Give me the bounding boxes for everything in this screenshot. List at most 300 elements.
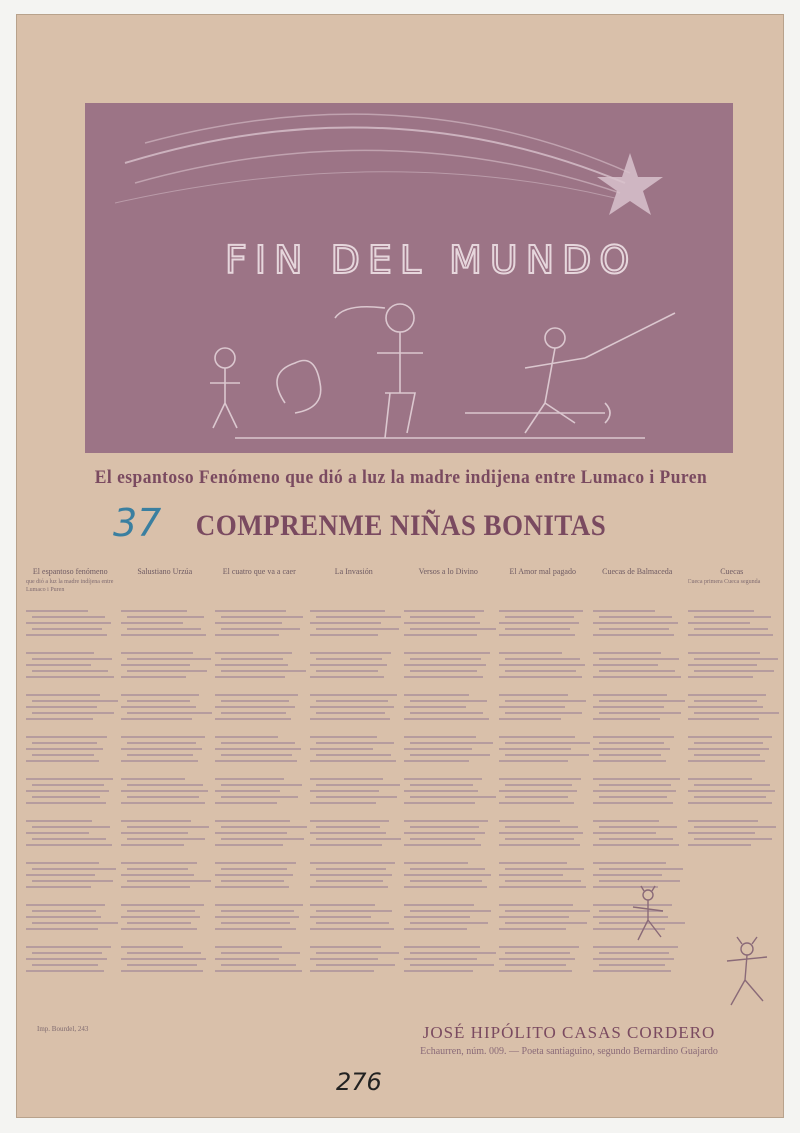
verse-line [221, 742, 295, 744]
verse-line [32, 910, 96, 912]
verse-line [410, 868, 485, 870]
verse-line [593, 694, 667, 696]
verse-line [688, 694, 767, 696]
verse-line [499, 706, 565, 708]
verse-line [310, 844, 383, 846]
verse-line [310, 664, 388, 666]
verse-line [127, 880, 212, 882]
verse-line [221, 628, 300, 630]
verse-line [316, 628, 399, 630]
verse-line [404, 706, 466, 708]
verse-line [26, 916, 101, 918]
verse-line [404, 718, 489, 720]
verse-line [694, 796, 767, 798]
verse-line [694, 754, 760, 756]
verse-line [221, 670, 306, 672]
verse-line [688, 832, 755, 834]
verse-line [499, 862, 567, 864]
verse-line [32, 922, 118, 924]
verse-line [26, 736, 107, 738]
verse-line [310, 676, 384, 678]
verse-line [593, 970, 671, 972]
verse-line [410, 838, 475, 840]
verse-line [26, 904, 105, 906]
verse-line [316, 670, 379, 672]
verse-line [410, 754, 490, 756]
verse-line [316, 922, 389, 924]
verse-line [127, 700, 191, 702]
verse-line [215, 886, 289, 888]
verse-line [404, 736, 476, 738]
verse-line [32, 784, 104, 786]
column-subtitle [310, 578, 399, 604]
verse-line [499, 844, 580, 846]
verse-line [215, 820, 290, 822]
verse-line [410, 658, 481, 660]
verse-line [121, 820, 192, 822]
verse-line [688, 718, 760, 720]
verse-line [215, 970, 302, 972]
verse-line [410, 880, 482, 882]
verse-line [215, 904, 303, 906]
verse-line [26, 652, 94, 654]
verse-line [688, 622, 751, 624]
verse-line [121, 760, 199, 762]
verse-lines [26, 610, 115, 984]
verse-line [499, 634, 576, 636]
verse-line [599, 628, 669, 630]
verse-line [215, 760, 297, 762]
verse-line [688, 664, 757, 666]
verse-line [215, 790, 280, 792]
verse-line [599, 784, 671, 786]
verse-line [694, 826, 776, 828]
verse-line [32, 880, 113, 882]
verse-line [694, 658, 778, 660]
verse-line [127, 910, 195, 912]
verse-line [121, 706, 196, 708]
verse-line [127, 784, 203, 786]
verse-line [499, 652, 563, 654]
verse-line [221, 658, 283, 660]
column-title: Versos a lo Divino [418, 567, 478, 576]
verse-line [688, 706, 763, 708]
verse-line [688, 790, 776, 792]
verse-line [127, 670, 208, 672]
verse-line [499, 916, 570, 918]
verse-line [599, 880, 680, 882]
verse-line [593, 844, 679, 846]
verse-line [310, 916, 372, 918]
verse-line [127, 922, 192, 924]
verse-line [505, 754, 589, 756]
verse-line [310, 862, 396, 864]
verse-line [499, 928, 566, 930]
verse-column [590, 567, 685, 1037]
verse-line [599, 700, 685, 702]
verse-line [127, 952, 201, 954]
verse-line [310, 610, 385, 612]
verse-line [688, 760, 766, 762]
verse-line [127, 712, 213, 714]
verse-line [410, 742, 493, 744]
verse-line [599, 754, 661, 756]
verse-line [215, 916, 299, 918]
verse-line [593, 802, 673, 804]
verse-line [404, 958, 477, 960]
verse-line [121, 664, 190, 666]
verse-line [26, 820, 92, 822]
verse-line [32, 754, 94, 756]
verse-line [593, 820, 659, 822]
verse-line [121, 928, 197, 930]
verse-lines [404, 610, 493, 984]
verse-line [404, 790, 478, 792]
verse-line [694, 628, 768, 630]
verse-line [32, 628, 102, 630]
verse-line [121, 736, 206, 738]
verse-line [32, 826, 110, 828]
catalog-number: 276 [336, 1068, 382, 1096]
verse-line [505, 796, 569, 798]
verse-line [505, 922, 587, 924]
verse-line [221, 754, 292, 756]
verse-line [499, 886, 587, 888]
verse-line [121, 676, 186, 678]
verse-line [694, 784, 770, 786]
verse-line [26, 946, 111, 948]
verse-line [221, 952, 300, 954]
verse-line [316, 952, 399, 954]
column-subtitle: Cueca primera Cueca segunda [687, 579, 761, 585]
verse-line [593, 634, 674, 636]
verse-line [26, 610, 88, 612]
verse-line [26, 832, 89, 834]
verse-line [32, 670, 108, 672]
verse-line [32, 700, 118, 702]
verse-line [316, 838, 402, 840]
verse-line [215, 928, 296, 930]
verse-line [499, 790, 578, 792]
verse-line [121, 958, 207, 960]
verse-lines [215, 610, 304, 984]
verse-line [121, 790, 209, 792]
verse-line [593, 790, 676, 792]
verse-line [499, 610, 583, 612]
verse-line [121, 844, 185, 846]
verse-line [316, 910, 393, 912]
verse-line [593, 862, 666, 864]
column-title: La Invasión [334, 567, 373, 576]
column-subtitle: que dió a luz la madre indíjena entre Lumaco i Puren [26, 579, 114, 593]
verse-line [215, 652, 292, 654]
verse-column [212, 567, 307, 1037]
imprint: Imp. Bourdel, 243 [37, 1025, 89, 1033]
verse-line [505, 880, 581, 882]
verse-line [310, 760, 397, 762]
verse-line [599, 796, 667, 798]
verse-line [404, 778, 482, 780]
verse-line [127, 838, 206, 840]
column-title: Salustiano Urzúa [137, 567, 193, 576]
verse-lines [310, 610, 399, 984]
verse-line [310, 634, 378, 636]
verse-line [688, 652, 761, 654]
verse-line [593, 946, 678, 948]
verse-line [499, 946, 580, 948]
verse-line [215, 664, 288, 666]
verse-line [694, 700, 758, 702]
verse-line [599, 838, 673, 840]
verse-line [499, 676, 582, 678]
verse-line [505, 952, 570, 954]
verse-line [26, 970, 104, 972]
verse-line [26, 634, 107, 636]
verse-line [404, 664, 486, 666]
verse-line [121, 874, 194, 876]
verse-line [499, 622, 580, 624]
verse-line [505, 742, 591, 744]
verse-line [215, 862, 296, 864]
verse-line [410, 616, 475, 618]
verse-line [32, 742, 97, 744]
verse-line [26, 622, 111, 624]
verse-line [316, 868, 387, 870]
verse-line [404, 694, 469, 696]
verse-line [694, 838, 773, 840]
verse-line [499, 736, 575, 738]
verse-line [404, 970, 473, 972]
verse-line [404, 928, 467, 930]
column-title: Cuecas [720, 567, 744, 576]
verse-line [404, 610, 484, 612]
verse-line [32, 616, 105, 618]
verse-line [404, 862, 468, 864]
verse-line [499, 802, 574, 804]
verse-line [499, 694, 569, 696]
verse-line [26, 748, 103, 750]
verse-line [404, 676, 483, 678]
verse-line [316, 742, 395, 744]
verse-line [215, 802, 277, 804]
devil-figure-icon [623, 885, 673, 945]
column-title: El espantoso fenómeno [32, 567, 108, 576]
verse-line [694, 670, 775, 672]
verse-line [593, 610, 655, 612]
verse-line [121, 610, 187, 612]
verse-line [404, 652, 490, 654]
verse-line [404, 916, 470, 918]
verse-line [499, 958, 576, 960]
verse-line [310, 748, 374, 750]
verse-line [121, 694, 200, 696]
verse-line [310, 904, 375, 906]
woodcut-illustration [85, 103, 733, 453]
verse-line [410, 784, 473, 786]
verse-line [410, 712, 483, 714]
verse-line [127, 628, 201, 630]
verse-line [215, 736, 278, 738]
verse-line [410, 628, 496, 630]
verse-line [688, 610, 754, 612]
verse-line [310, 778, 383, 780]
verse-line [310, 718, 391, 720]
verse-line [410, 796, 496, 798]
column-subtitle [215, 578, 304, 604]
verse-line [121, 748, 202, 750]
verse-line [127, 964, 198, 966]
verse-line [127, 868, 189, 870]
verse-line [310, 886, 389, 888]
verse-line [688, 844, 752, 846]
verse-line [694, 616, 772, 618]
verse-line [310, 652, 391, 654]
verse-line [215, 706, 295, 708]
woodcut-drawing [85, 103, 733, 453]
verse-line [26, 874, 95, 876]
verse-line [593, 736, 674, 738]
verse-line [593, 622, 678, 624]
verse-line [505, 910, 591, 912]
verse-line [121, 916, 201, 918]
verse-line [410, 826, 479, 828]
verse-line [404, 832, 485, 834]
verse-line [688, 736, 773, 738]
verse-line [499, 820, 561, 822]
verse-line [505, 784, 572, 786]
verse-line [404, 946, 480, 948]
verse-line [505, 670, 577, 672]
verse-line [26, 760, 99, 762]
verse-line [26, 802, 106, 804]
verse-line [215, 844, 283, 846]
devil-dancer-icon [717, 935, 777, 1010]
verse-column [401, 567, 496, 1037]
verse-line [221, 712, 286, 714]
verse-line [505, 826, 578, 828]
verse-line [221, 796, 298, 798]
verse-line [215, 676, 285, 678]
verse-line [32, 658, 112, 660]
verse-line [688, 802, 772, 804]
verse-line [310, 946, 382, 948]
verse-column [496, 567, 591, 1037]
verse-column [23, 567, 118, 1037]
verse-line [505, 868, 585, 870]
verse-line [599, 616, 672, 618]
verse-line [505, 658, 580, 660]
verse-line [26, 886, 91, 888]
verse-line [688, 748, 769, 750]
verse-line [215, 946, 282, 948]
verse-line [26, 958, 107, 960]
verse-line [505, 628, 570, 630]
verse-line [121, 904, 204, 906]
verse-line [316, 796, 397, 798]
verse-line [316, 826, 381, 828]
verse-line [32, 712, 114, 714]
verse-line [310, 790, 380, 792]
verse-line [499, 748, 572, 750]
verse-line [310, 802, 376, 804]
verse-line [121, 718, 193, 720]
verse-line [499, 904, 573, 906]
subheadline: COMPRENME NIÑAS BONITAS [195, 509, 607, 542]
verse-line [505, 964, 567, 966]
verse-line [127, 742, 197, 744]
verse-line [221, 838, 304, 840]
verse-line [505, 616, 574, 618]
verse-line [404, 802, 475, 804]
verse-line [499, 778, 581, 780]
verse-line [593, 706, 664, 708]
column-subtitle [121, 578, 210, 604]
verse-line [215, 634, 279, 636]
column-subtitle [404, 578, 493, 604]
verse-line [26, 928, 98, 930]
verse-line [310, 820, 390, 822]
verse-line [215, 778, 284, 780]
verse-line [593, 874, 662, 876]
verse-line [127, 754, 193, 756]
verse-line [121, 862, 198, 864]
verse-line [410, 910, 491, 912]
verse-line [593, 760, 666, 762]
verse-line [599, 826, 677, 828]
verse-line [127, 616, 205, 618]
handwritten-number: 37 [113, 501, 162, 545]
verse-column [307, 567, 402, 1037]
verse-line [404, 622, 480, 624]
verse-line [404, 760, 469, 762]
verse-line [215, 832, 287, 834]
verse-line [688, 778, 753, 780]
verse-line [310, 832, 386, 834]
verse-line [221, 922, 290, 924]
verse-line [215, 622, 282, 624]
verse-line [127, 826, 209, 828]
verse-line [688, 634, 774, 636]
woodcut-title: FIN DEL MUNDO [225, 238, 638, 282]
verse-line [26, 664, 91, 666]
verse-line [32, 868, 116, 870]
verse-line [26, 790, 109, 792]
broadside-sheet [16, 14, 784, 1118]
author-address: Echaurren, núm. 009. — Poeta santiaguino, segundo Bernardino Guajardo [420, 1046, 718, 1057]
headline: El espantoso Fenómeno que dió a luz la madre indijena entre Lumaco i Puren [94, 467, 708, 488]
verse-line [404, 904, 474, 906]
verse-column [118, 567, 213, 1037]
verse-line [26, 844, 112, 846]
verse-line [127, 658, 211, 660]
verse-line [694, 742, 764, 744]
verse-line [32, 796, 100, 798]
verse-line [127, 796, 200, 798]
column-subtitle [593, 578, 682, 604]
verse-line [310, 736, 377, 738]
verse-line [404, 844, 481, 846]
verse-line [593, 778, 680, 780]
verse-line [410, 700, 487, 702]
verse-line [593, 718, 660, 720]
verse-line [26, 694, 100, 696]
verse-lines [499, 610, 588, 984]
column-subtitle [499, 578, 588, 604]
verse-line [215, 958, 279, 960]
verse-line [215, 874, 293, 876]
verse-line [215, 718, 291, 720]
verse-line [221, 616, 303, 618]
